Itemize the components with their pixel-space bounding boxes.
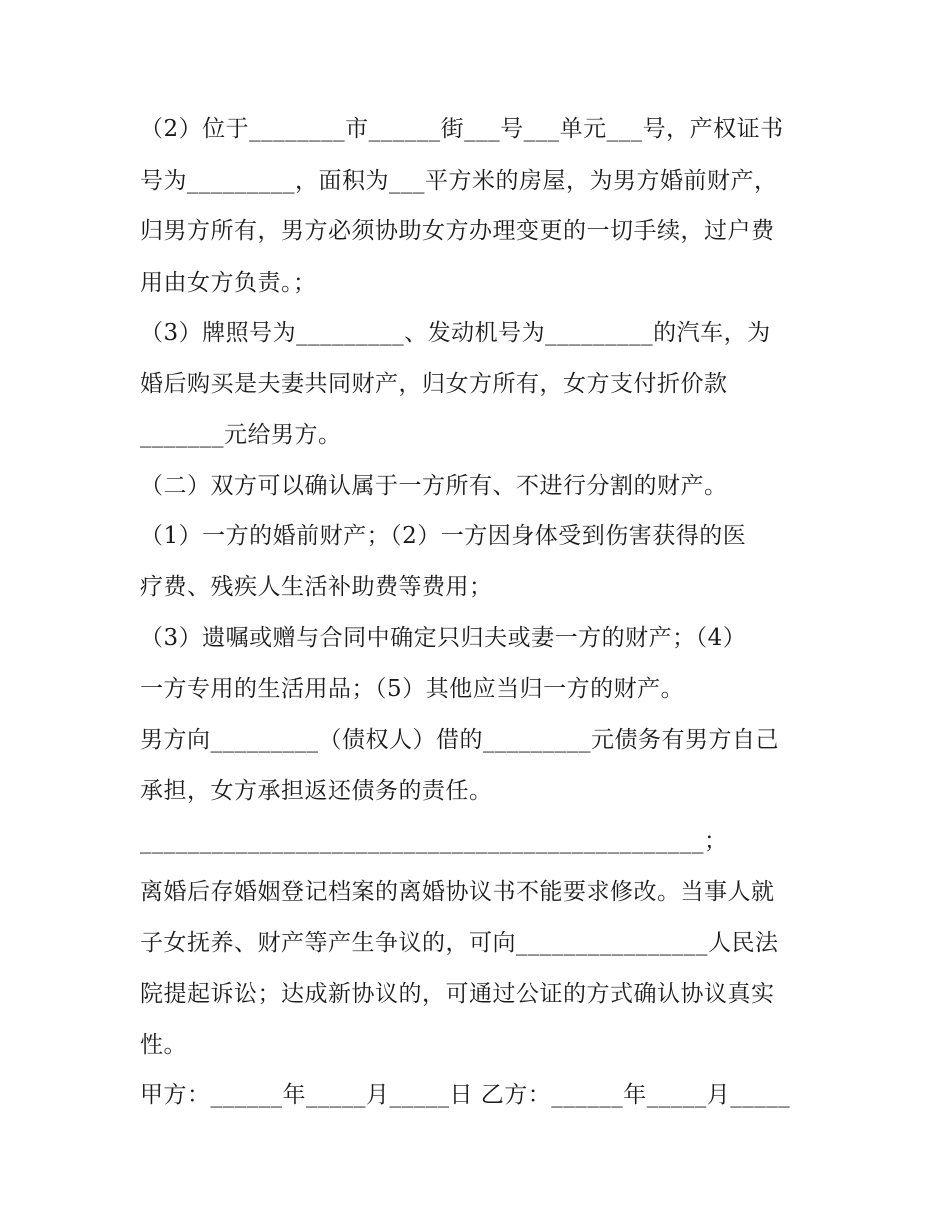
paragraph-line: 疗费、残疾人生活补助费等费用； [140,574,493,600]
paragraph-line: 子女抚养、财产等产生争议的，可向________________人民法 [140,930,779,956]
blank-line: _______________________________________________； [140,828,728,854]
paragraph-line: 性。 [140,1032,187,1058]
paragraph-line: （3）牌照号为_________、发动机号为_________的汽车，为 [140,320,771,346]
paragraph-line: 承担，女方承担返还债务的责任。 [140,778,493,804]
paragraph-line: 号为_________，面积为___平方米的房屋，为男方婚前财产， [140,168,778,194]
paragraph-line: 离婚后存婚姻登记档案的离婚协议书不能要求修改。当事人就 [140,879,775,905]
paragraph-line: （1）一方的婚前财产；（2）一方因身体受到伤害获得的医 [140,523,747,549]
paragraph-line: 院提起诉讼；达成新协议的，可通过公证的方式确认协议真实 [140,981,775,1007]
paragraph-line: 男方向_________（债权人）借的_________元债务有男方自己 [140,727,779,753]
paragraph-line: （2）位于________市______街___号___单元___号，产权证书 [140,116,784,142]
paragraph-line: （3）遗嘱或赠与合同中确定只归夫或妻一方的财产；（4） [140,625,747,651]
paragraph-line: 用由女方负责。； [140,270,317,296]
paragraph-line: 归男方所有，男方必须协助女方办理变更的一切手续，过户费 [140,218,775,244]
paragraph-line: 婚后购买是夫妻共同财产，归女方所有，女方支付折价款 [140,371,728,397]
paragraph-line: 一方专用的生活用品；（5）其他应当归一方的财产。 [140,676,685,702]
signature-line: 甲方：______年_____月_____日 乙方：______年_____月_____ [140,1082,791,1108]
paragraph-line: _______元给男方。 [140,422,342,448]
section-heading: （二）双方可以确认属于一方所有、不进行分割的财产。 [140,473,728,499]
